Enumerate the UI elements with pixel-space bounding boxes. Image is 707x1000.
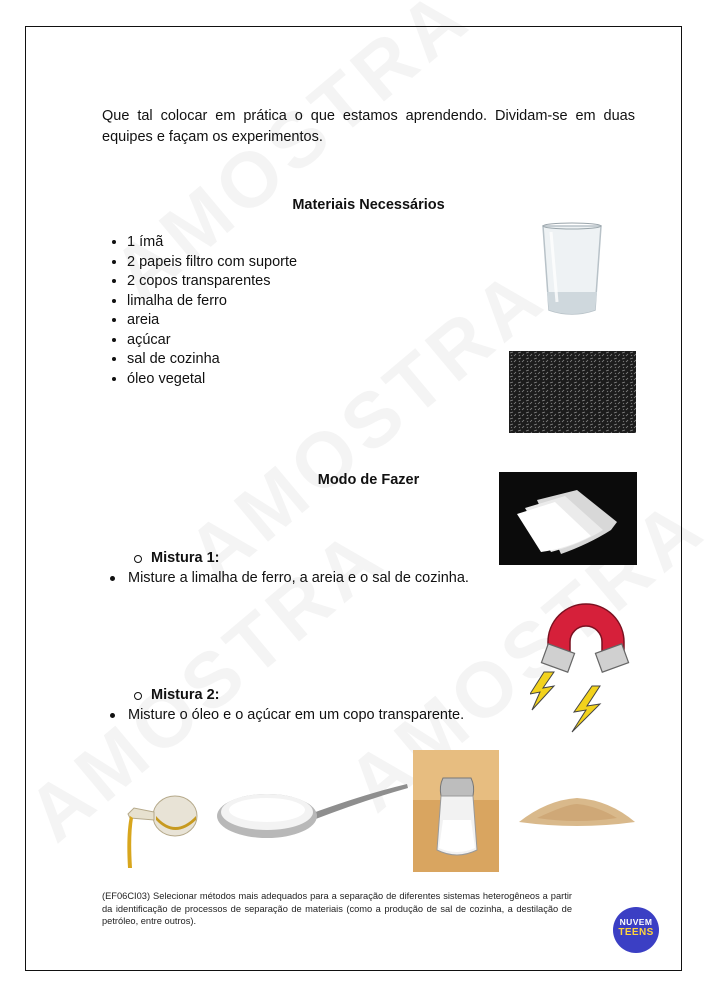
filter-paper-image [499,472,637,565]
list-item: • areia [127,311,297,331]
list-item: • 2 copos transparentes [127,272,297,292]
list-item: • 1 ímã [127,233,297,253]
oil-bottle-image [120,790,202,870]
sugar-spoon-image [215,778,410,840]
list-item: • 2 papeis filtro com suporte [127,253,297,273]
method-title: Modo de Fazer [317,472,420,488]
nuvem-teens-logo: NUVEM TEENS [613,907,659,953]
footnote: (EF06CI03) Selecionar métodos mais adequados para a separação de diferentes sistemas heterogêneos a partir da identificação de processos de separação de materiais (como a produção de sal de cozinha, a destilação de petróleo, entre outros). [102,891,572,926]
magnet-image [530,600,640,735]
salt-shaker-image [413,750,499,872]
list-item: • sal de cozinha [127,350,297,370]
list-item: • limalha de ferro [127,292,297,312]
list-item: • óleo vegetal [127,370,297,390]
materials-title: Materiais Necessários [292,197,445,213]
materials-list [108,233,297,389]
list-item: • açúcar [127,331,297,351]
iron-filings-image [509,351,636,433]
glass-image [537,222,607,322]
intro-paragraph: Que tal colocar em prática o que estamos aprendendo. Dividam-se em duas equipes e façam os experimentos. [102,108,635,145]
sand-image [517,790,637,830]
